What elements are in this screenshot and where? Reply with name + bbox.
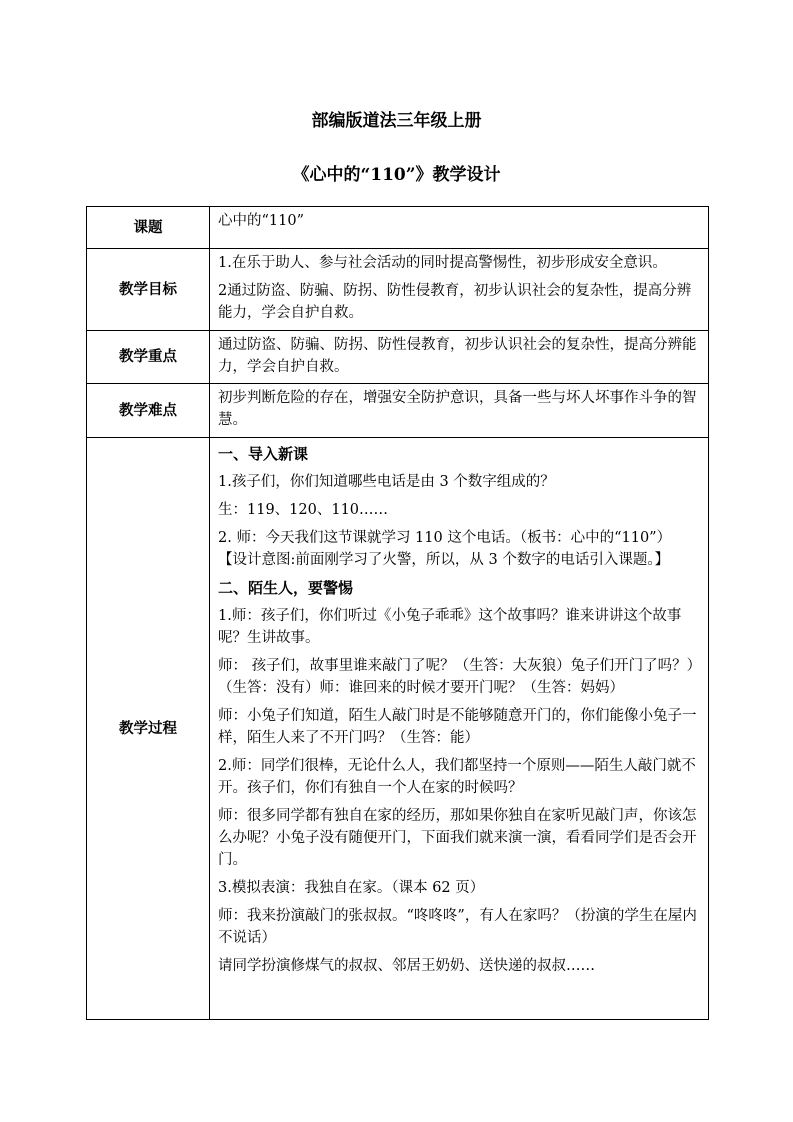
process-paragraph: 师： 孩子们，故事里谁来敲门了呢？（生答：大灰狼）兔子们开门了吗？）（生答：没有）师：谁回来的时候才要开门呢？（生答：妈妈）: [218, 658, 702, 696]
goal-item: 2通过防盗、防骗、防拐、防性侵教育，初步认识社会的复杂性，提高分辨能力，学会自护自救。: [218, 283, 692, 321]
key-points-text: 通过防盗、防骗、防拐、防性侵教育，初步认识社会的复杂性，提高分辨能力，学会自护自救。: [218, 337, 697, 375]
process-paragraph: 请同学扮演修煤气的叔叔、邻居王奶奶、送快递的叔叔……: [218, 958, 595, 974]
process-paragraph: 生：119、120、110……: [218, 502, 389, 518]
key-points-label: 教学重点: [87, 331, 210, 384]
topic-label: 课题: [87, 207, 210, 249]
document-title: 部编版道法三年级上册: [311, 111, 482, 131]
goals-label: 教学目标: [87, 249, 210, 331]
key-points-content: [210, 331, 709, 384]
section-heading: 一、导入新课: [218, 445, 309, 463]
process-content: [210, 438, 709, 1020]
goals-content: [210, 249, 709, 331]
process-paragraph: 2. 师：今天我们这节课就学习 110 这个电话。（板书：心中的“110”）: [218, 530, 672, 546]
table-row-process: [87, 438, 709, 1020]
topic-text: 心中的“110”: [218, 213, 305, 229]
difficulties-content: [210, 384, 709, 438]
process-paragraph: 师：小兔子们知道，陌生人敲门时是不能够随意开门的，你们能像小兔子一样，陌生人来了不开门吗？（生答：能）: [218, 708, 697, 746]
table-row-goals: [87, 249, 709, 331]
lesson-plan-table: [86, 206, 709, 1020]
process-paragraph: 3.模拟表演：我独自在家。（课本 62 页）: [218, 880, 485, 896]
design-note: 【设计意图:前面刚学习了火警，所以，从 3 个数字的电话引入课题。】: [218, 552, 670, 568]
table-row-key-points: [87, 331, 709, 384]
table-row-difficulties: [87, 384, 709, 438]
difficulties-label: 教学难点: [87, 384, 210, 438]
section-heading: 二、陌生人，要警惕: [218, 579, 354, 597]
process-paragraph: 2.师：同学们很棒，无论什么人，我们都坚持一个原则——陌生人敲门就不开。孩子们，你们有独自一个人在家的时候吗？: [218, 758, 696, 796]
process-paragraph: 师：我来扮演敲门的张叔叔。“咚咚咚”，有人在家吗？（扮演的学生在屋内不说话）: [218, 908, 697, 946]
process-label: 教学过程: [87, 438, 210, 1020]
topic-value: [210, 207, 709, 249]
process-paragraph: 师：很多同学都有独自在家的经历，那如果你独自在家听见敲门声，你该怎么办呢？小兔子没有随便开门，下面我们就来演一演，看看同学们是否会开门。: [218, 808, 697, 868]
document-subtitle: 《心中的“110”》教学设计: [292, 165, 501, 185]
process-paragraph: 1.师：孩子们，你们听过《小兔子乖乖》这个故事吗？谁来讲讲这个故事呢？生讲故事。: [218, 608, 682, 646]
process-paragraph: 1.孩子们，你们知道哪些电话是由 3 个数字组成的？: [218, 474, 555, 490]
goal-item: 1.在乐于助人、参与社会活动的同时提高警惕性，初步形成安全意识。: [218, 255, 667, 271]
table-row-topic: [87, 207, 709, 249]
difficulties-text: 初步判断危险的存在，增强安全防护意识，具备一些与坏人坏事作斗争的智慧。: [218, 390, 697, 428]
